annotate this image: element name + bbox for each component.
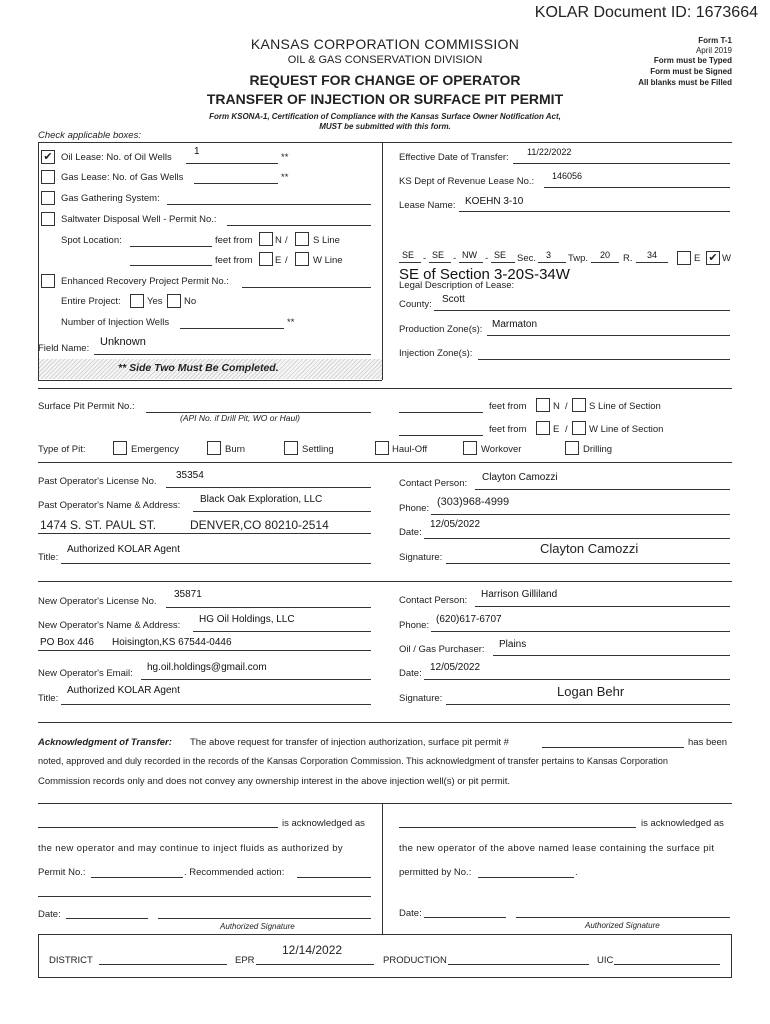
eor-checkbox[interactable] <box>41 274 55 288</box>
pit-drilling-label: Drilling <box>583 444 613 455</box>
quarter-2[interactable]: SE <box>432 250 445 260</box>
pit-hauloff-label: Haul-Off <box>392 444 428 455</box>
new-title-value[interactable]: Authorized KOLAR Agent <box>67 685 180 696</box>
ack-permitted-by-line[interactable] <box>478 877 574 878</box>
epr-line <box>256 964 374 965</box>
new-license-label: New Operator's License No. <box>38 596 157 607</box>
pit-ew-line[interactable] <box>399 435 483 436</box>
new-date-label: Date: <box>399 668 422 679</box>
pit-s-checkbox[interactable] <box>572 398 586 412</box>
oil-lease-label: Oil Lease: No. of Oil Wells <box>61 152 172 163</box>
spot-n-checkbox[interactable] <box>259 232 273 246</box>
ack-recommended-action-line[interactable] <box>297 877 371 878</box>
ack-right-date-line[interactable] <box>424 917 506 918</box>
spot-s-label: S Line <box>313 235 340 246</box>
spot-ew-line[interactable] <box>130 265 212 266</box>
spot-e-checkbox[interactable] <box>259 252 273 266</box>
new-email-value[interactable]: hg.oil.holdings@gmail.com <box>147 662 267 673</box>
check-boxes-label: Check applicable boxes: <box>38 130 141 141</box>
pit-workover-label: Workover <box>481 444 522 455</box>
ack-permit-no-label: Permit No.: <box>38 867 86 878</box>
range-label: R. <box>623 253 633 264</box>
past-license-value[interactable]: 35354 <box>176 470 204 481</box>
ks-lease-line <box>544 187 730 188</box>
signed-note: Form must be Signed <box>650 67 732 76</box>
ksona-note-1: Form KSONA-1, Certification of Compliance with the Kansas Surface Owner Notification Act, <box>209 112 561 121</box>
pit-settling-label: Settling <box>302 444 334 455</box>
spot-feet-from-2: feet from <box>215 255 253 266</box>
pit-burn-checkbox[interactable] <box>207 441 221 455</box>
uic-line[interactable] <box>614 964 720 965</box>
ack-recommended-action-label: . Recommended action: <box>184 867 285 878</box>
pit-hauloff-checkbox[interactable] <box>375 441 389 455</box>
num-injection-wells-label: Number of Injection Wells <box>61 317 170 328</box>
production-zone-value[interactable]: Marmaton <box>492 319 538 330</box>
effective-date-label: Effective Date of Transfer: <box>399 152 509 163</box>
new-operator-top-border <box>38 581 732 582</box>
blanks-note: All blanks must be Filled <box>638 78 732 87</box>
spot-w-label: W Line <box>313 255 343 266</box>
division-name: OIL & GAS CONSERVATION DIVISION <box>287 54 483 66</box>
range-w-label: W <box>722 253 731 264</box>
ack-line-2: noted, approved and duly recorded in the records of the Kansas Corporation Commission. This acknowledgment of transfer pertains to Kansas Corporation <box>38 756 669 766</box>
form-title-1: REQUEST FOR CHANGE OF OPERATOR <box>249 72 521 88</box>
quarter-3[interactable]: NW <box>462 250 477 260</box>
epr-label: EPR <box>235 955 255 966</box>
uic-label: UIC <box>597 955 614 966</box>
pit-e-label: E <box>553 424 560 435</box>
side-two-note: ** Side Two Must Be Completed. <box>118 362 279 374</box>
past-signature-value[interactable]: Clayton Camozzi <box>540 541 639 556</box>
left-bottom-border <box>38 380 382 381</box>
form-date: April 2019 <box>695 46 732 55</box>
new-city-value[interactable]: Hoisington,KS 67544-0446 <box>112 637 232 648</box>
past-title-value[interactable]: Authorized KOLAR Agent <box>67 544 180 555</box>
new-signature-value[interactable]: Logan Behr <box>557 684 625 699</box>
center-divider <box>382 142 383 380</box>
ack-pit-permit-line[interactable] <box>542 747 684 748</box>
injection-zone-label: Injection Zone(s): <box>399 348 473 359</box>
production-zone-label: Production Zone(s): <box>399 324 483 335</box>
pit-s-line-label: S Line of Section <box>589 401 661 412</box>
field-name-value[interactable]: Unknown <box>100 336 146 348</box>
quarter-4[interactable]: SE <box>494 250 507 260</box>
production-zone-line <box>487 335 730 336</box>
ack-left-name-line[interactable] <box>38 827 278 828</box>
type-of-pit-label: Type of Pit: <box>38 444 86 455</box>
past-name-label: Past Operator's Name & Address: <box>38 500 181 511</box>
past-date-label: Date: <box>399 527 422 538</box>
swd-permit-line[interactable] <box>227 225 371 226</box>
ack-left-date-line[interactable] <box>66 918 148 919</box>
pit-emergency-checkbox[interactable] <box>113 441 127 455</box>
pit-burn-label: Burn <box>225 444 246 455</box>
past-operator-top-border <box>38 462 732 463</box>
past-date-value[interactable]: 12/05/2022 <box>430 519 481 530</box>
ack-right-name-line[interactable] <box>399 827 636 828</box>
surface-pit-permit-label: Surface Pit Permit No.: <box>38 401 135 412</box>
district-label: DISTRICT <box>49 955 93 966</box>
new-signature-label: Signature: <box>399 693 443 704</box>
effective-date-line <box>513 163 730 164</box>
quarter-1[interactable]: SE <box>402 250 415 260</box>
ack-line-3: Commission records only and does not convey any ownership interest in the above injection well(s) or pit permit. <box>38 776 511 787</box>
entire-project-no-label: No <box>184 296 197 307</box>
spot-location-label: Spot Location: <box>61 235 122 246</box>
past-contact-value[interactable]: Clayton Camozzi <box>482 472 558 483</box>
ack-left-is-acknowledged: is acknowledged as <box>282 818 365 829</box>
new-contact-label: Contact Person: <box>399 595 468 606</box>
pit-settling-checkbox[interactable] <box>284 441 298 455</box>
new-name-label: New Operator's Name & Address: <box>38 620 181 631</box>
new-address-value[interactable]: PO Box 446 <box>40 637 94 648</box>
top-border <box>38 142 732 143</box>
spot-ns-line[interactable] <box>130 246 212 247</box>
ack-right-authorized-signature: Authorized Signature <box>585 921 660 930</box>
gas-wells-line[interactable] <box>194 183 278 184</box>
swd-label: Saltwater Disposal Well - Permit No.: <box>61 214 217 225</box>
ack-left-date-label: Date: <box>38 909 61 920</box>
ksona-note-2: MUST be submitted with this form. <box>319 122 451 131</box>
entire-project-label: Entire Project: <box>61 296 121 307</box>
pit-w-line-label: W Line of Section <box>589 424 664 435</box>
new-phone-value[interactable]: (620)617-6707 <box>436 614 502 625</box>
sec-label: Sec. <box>517 253 537 264</box>
new-title-label: Title: <box>38 693 59 704</box>
gas-gathering-line[interactable] <box>167 204 371 205</box>
ack-right-is-acknowledged: is acknowledged as <box>641 818 724 829</box>
ack-permit-no-line[interactable] <box>91 877 183 878</box>
agency-name: KANSAS CORPORATION COMMISSION <box>250 36 520 52</box>
oil-wells-line <box>186 163 278 164</box>
ack-left-signature-line[interactable] <box>158 918 371 919</box>
range-e-checkbox[interactable] <box>677 251 691 265</box>
entire-project-yes-label: Yes <box>147 296 163 307</box>
range-e-label: E <box>694 253 701 264</box>
spot-feet-from-1: feet from <box>215 235 253 246</box>
injection-zone-line[interactable] <box>478 359 730 360</box>
entire-project-no-checkbox[interactable] <box>167 294 181 308</box>
eor-permit-line[interactable] <box>242 287 371 288</box>
production-label: PRODUCTION <box>383 955 447 966</box>
past-contact-label: Contact Person: <box>399 478 468 489</box>
form-number: Form T-1 <box>698 36 732 45</box>
pit-w-checkbox[interactable] <box>572 421 586 435</box>
swd-checkbox[interactable] <box>41 212 55 226</box>
gas-lease-checkbox[interactable] <box>41 170 55 184</box>
ack-top-border <box>38 722 732 723</box>
past-phone-label: Phone: <box>399 503 430 514</box>
gas-wells-stars: ** <box>281 172 289 183</box>
num-injection-stars: ** <box>287 317 295 328</box>
field-name-label: Field Name: <box>38 343 90 354</box>
range-w-checkbox[interactable]: ✔ <box>706 251 720 265</box>
county-label: County: <box>399 299 432 310</box>
county-value[interactable]: Scott <box>442 294 465 305</box>
past-license-label: Past Operator's License No. <box>38 476 157 487</box>
legal-description-label: Legal Description of Lease: <box>399 280 515 291</box>
gas-gathering-checkbox[interactable] <box>41 191 55 205</box>
new-email-label: New Operator's Email: <box>38 668 133 679</box>
district-line[interactable] <box>99 964 227 965</box>
new-date-value[interactable]: 12/05/2022 <box>430 662 481 673</box>
ack-line-1: The above request for transfer of injection authorization, surface pit permit # <box>190 737 509 748</box>
api-note: (API No. if Drill Pit, WO or Haul) <box>180 413 300 423</box>
pit-feet-from-1: feet from <box>489 401 527 412</box>
ks-lease-label: KS Dept of Revenue Lease No.: <box>399 176 535 187</box>
spot-w-checkbox[interactable] <box>295 252 309 266</box>
entire-project-yes-checkbox[interactable] <box>130 294 144 308</box>
section-value[interactable]: 3 <box>546 250 552 260</box>
pit-drilling-checkbox[interactable] <box>565 441 579 455</box>
pit-e-checkbox[interactable] <box>536 421 550 435</box>
production-line[interactable] <box>448 964 589 965</box>
new-name-value[interactable]: HG Oil Holdings, LLC <box>199 614 295 625</box>
gas-lease-label: Gas Lease: No. of Gas Wells <box>61 172 184 183</box>
pit-n-checkbox[interactable] <box>536 398 550 412</box>
pit-n-label: N <box>553 401 560 412</box>
new-phone-label: Phone: <box>399 620 430 631</box>
num-injection-wells-line[interactable] <box>180 328 284 329</box>
new-purchaser-value[interactable]: Plains <box>499 639 527 650</box>
form-title-2: TRANSFER OF INJECTION OR SURFACE PIT PERMIT <box>206 91 564 107</box>
ack-has-been: has been <box>688 737 728 748</box>
ack-right-signature-line[interactable] <box>516 917 730 918</box>
pit-feet-from-2: feet from <box>489 424 527 435</box>
lease-name-line <box>459 211 730 212</box>
epr-date-value[interactable]: 12/14/2022 <box>282 943 343 957</box>
township-value[interactable]: 20 <box>600 250 611 260</box>
pit-ns-line[interactable] <box>399 412 483 413</box>
twp-label: Twp. <box>568 253 589 264</box>
ks-lease-value[interactable]: 146056 <box>552 171 583 181</box>
ack-center-divider <box>382 803 383 935</box>
pit-workover-checkbox[interactable] <box>463 441 477 455</box>
spot-e-label: E <box>275 255 282 266</box>
past-title-label: Title: <box>38 552 59 563</box>
new-license-value[interactable]: 35871 <box>174 589 202 600</box>
new-purchaser-label: Oil / Gas Purchaser: <box>399 644 485 655</box>
lease-name-label: Lease Name: <box>399 200 456 211</box>
past-address-value[interactable]: 1474 S. ST. PAUL ST. <box>40 518 157 532</box>
new-contact-value[interactable]: Harrison Gilliland <box>481 589 558 600</box>
gas-gathering-label: Gas Gathering System: <box>61 193 160 204</box>
typed-note: Form must be Typed <box>653 56 732 65</box>
range-value[interactable]: 34 <box>647 250 658 260</box>
effective-date-value[interactable]: 11/22/2022 <box>527 147 572 157</box>
field-name-line <box>94 354 371 355</box>
spot-s-checkbox[interactable] <box>295 232 309 246</box>
oil-lease-checkbox[interactable]: ✔ <box>41 150 55 164</box>
ack-left-authorized-signature: Authorized Signature <box>220 922 295 931</box>
document-id: KOLAR Document ID: 1673664 <box>534 4 758 21</box>
past-city-value[interactable]: DENVER,CO 80210-2514 <box>190 518 329 532</box>
oil-wells-value[interactable]: 1 <box>194 146 200 157</box>
pit-top-border <box>38 388 732 389</box>
eor-label: Enhanced Recovery Project Permit No.: <box>61 276 229 287</box>
past-signature-label: Signature: <box>399 552 443 563</box>
past-name-value[interactable]: Black Oak Exploration, LLC <box>200 494 323 505</box>
ack-right-operator-text: the new operator of the above named lease containing the surface pit <box>399 843 715 854</box>
ack-lower-border <box>38 803 732 804</box>
ack-permitted-by-label: permitted by No.: <box>399 867 472 878</box>
ack-left-operator-text: the new operator and may continue to inject fluids as authorized by <box>38 843 343 854</box>
spot-n-label: N <box>275 235 282 246</box>
county-line <box>434 310 730 311</box>
ack-right-date-label: Date: <box>399 908 422 919</box>
pit-emergency-label: Emergency <box>131 444 180 455</box>
legal-description-value[interactable]: SE of Section 3-20S-34W <box>399 266 570 283</box>
lease-name-value[interactable]: KOEHN 3-10 <box>465 196 524 207</box>
oil-wells-stars: ** <box>281 152 289 163</box>
past-phone-value[interactable]: (303)968-4999 <box>437 496 510 508</box>
ack-heading: Acknowledgment of Transfer: <box>38 737 172 748</box>
